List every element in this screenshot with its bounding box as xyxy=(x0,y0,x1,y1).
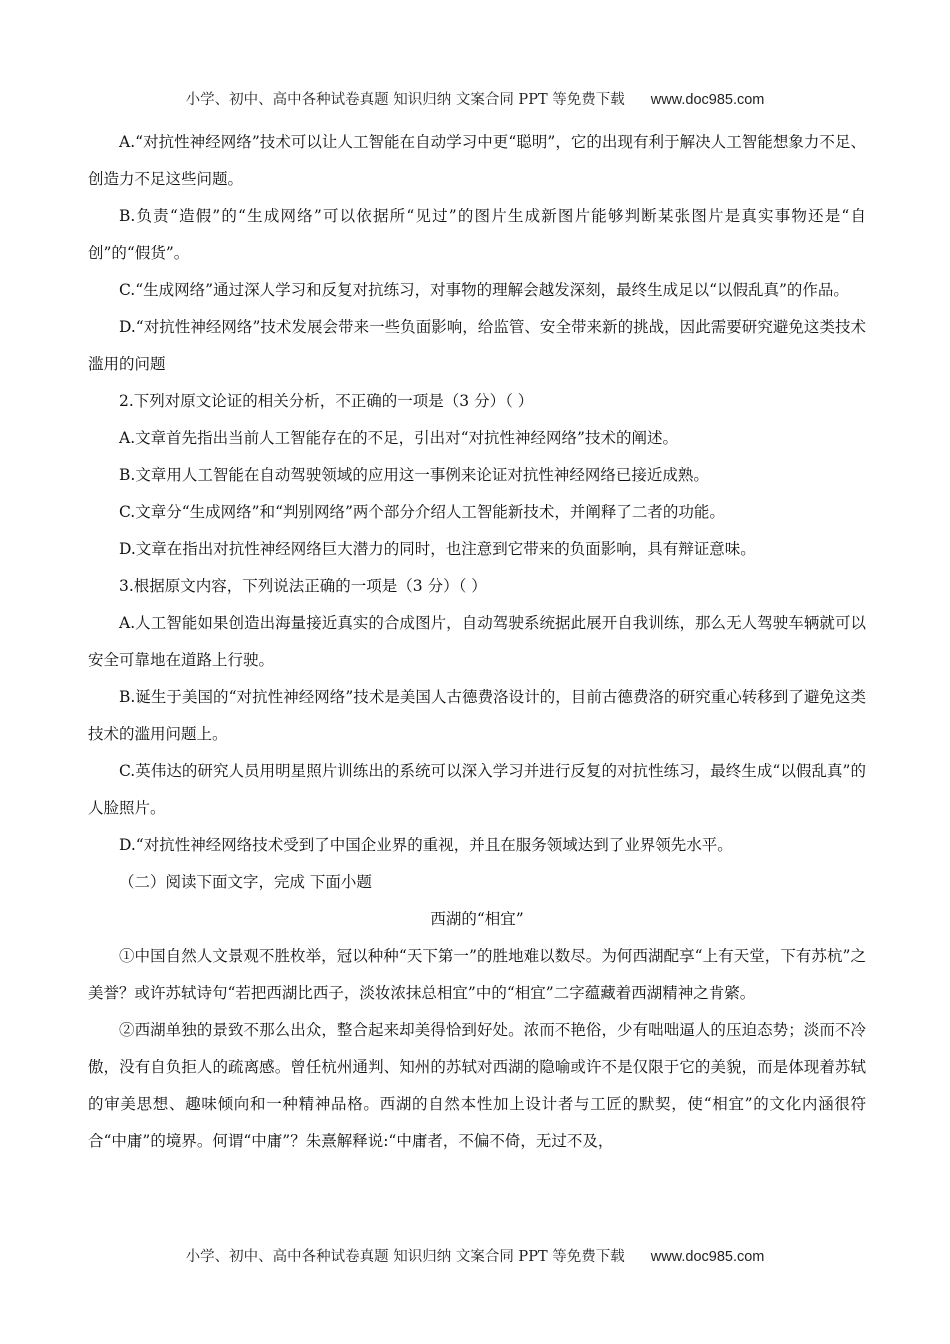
header-text: 小学、初中、高中各种试卷真题 知识归纳 文案合同 PPT 等免费下载 xyxy=(185,92,625,108)
q3-option-b: B.诞生于美国的“对抗性神经网络”技术是美国人古德费洛设计的，目前古德费洛的研究重心转移到了避免这类技术的滥用问题上。 xyxy=(88,688,866,743)
document-body xyxy=(88,124,866,1160)
q3-option-d: D.“对抗性神经网络技术受到了中国企业界的重视，并且在服务领域达到了业界领先水平。 xyxy=(119,836,733,854)
question-3: 3.根据原文内容，下列说法正确的一项是（3 分）（ ） xyxy=(119,577,487,595)
option-a: A.“对抗性神经网络”技术可以让人工智能在自动学习中更“聪明”，它的出现有利于解决人工智能想象力不足、创造力不足这些问题。 xyxy=(88,133,866,188)
article-title: 西湖的“相宜” xyxy=(430,910,524,928)
paragraph-1: ①中国自然人文景观不胜枚举，冠以种种“天下第一”的胜地难以数尽。为何西湖配享“上有天堂，下有苏杭”之美誉？或许苏轼诗句“若把西湖比西子，淡妆浓抹总相宜”中的“相宜”二字蕴藏着西湖精神之肯綮。 xyxy=(88,947,866,1002)
option-b: B.负责“造假”的“生成网络”可以依据所“见过”的图片生成新图片能够判断某张图片是真实事物还是“自创”的“假货”。 xyxy=(88,207,866,262)
q2-option-d: D.文章在指出对抗性神经网络巨大潜力的同时，也注意到它带来的负面影响，具有辩证意味。 xyxy=(119,540,756,558)
section-heading: （二）阅读下面文字，完成 下面小题 xyxy=(119,873,372,891)
page-header xyxy=(0,88,950,109)
option-c: C.“生成网络”通过深人学习和反复对抗练习，对事物的理解会越发深刻，最终生成足以“以假乱真”的作品。 xyxy=(119,281,849,299)
q3-option-a: A.人工智能如果创造出海量接近真实的合成图片，自动驾驶系统据此展开自我训练，那么无人驾驶车辆就可以安全可靠地在道路上行驶。 xyxy=(88,614,866,669)
footer-url-link[interactable]: www.doc985.com xyxy=(650,1249,765,1265)
question-2: 2.下列对原文论证的相关分析，不正确的一项是（3 分）（ ） xyxy=(119,392,534,410)
q2-option-b: B.文章用人工智能在自动驾驶领域的应用这一事例来论证对抗性神经网络已接近成熟。 xyxy=(119,466,709,484)
header-url-link[interactable]: www.doc985.com xyxy=(650,92,765,108)
paragraph-2: ②西湖单独的景致不那么出众，整合起来却美得恰到好处。浓而不艳俗，少有咄咄逼人的压迫态势；淡而不冷傲，没有自负拒人的疏离感。曾任杭州通判、知州的苏轼对西湖的隐喻或许不是仅限于它的美貌，而是体现着苏轼的审美思想、趣味倾向和一种精神品格。西湖的自然本性加上设计者与工匠的默契，使“相宜”的文化内涵很符合“中庸”的境界。何谓“中庸”？朱熹解释说:“中庸者，不偏不倚，无过不及， xyxy=(88,1021,866,1150)
q2-option-c: C.文章分“生成网络”和“判别网络”两个部分介绍人工智能新技术，并阐释了二者的功能。 xyxy=(119,503,725,521)
footer-text: 小学、初中、高中各种试卷真题 知识归纳 文案合同 PPT 等免费下载 xyxy=(185,1249,625,1265)
q3-option-c: C.英伟达的研究人员用明星照片训练出的系统可以深入学习并进行反复的对抗性练习，最终生成“以假乱真”的人脸照片。 xyxy=(88,762,866,817)
option-d: D.“对抗性神经网络”技术发展会带来一些负面影响，给监管、安全带来新的挑战，因此需要研究避免这类技术滥用的问题 xyxy=(88,318,866,373)
page-footer xyxy=(0,1245,950,1266)
q2-option-a: A.文章首先指出当前人工智能存在的不足，引出对“对抗性神经网络”技术的阐述。 xyxy=(119,429,678,447)
